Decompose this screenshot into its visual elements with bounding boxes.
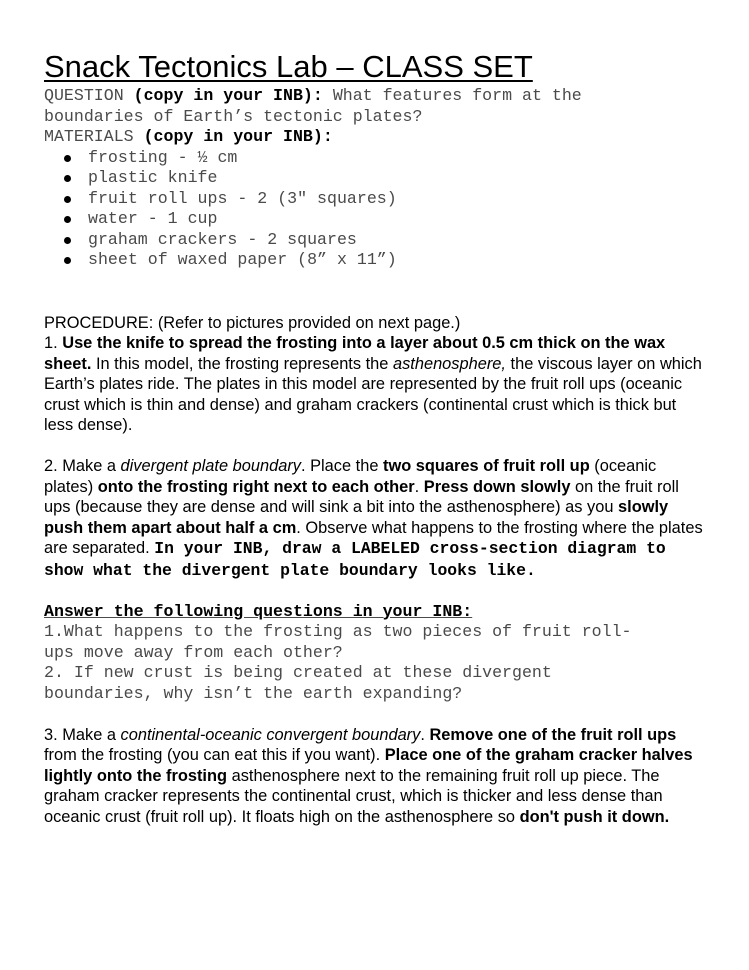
bullet-icon	[64, 155, 71, 162]
question-text-1: What features form at the	[332, 86, 582, 105]
list-item: frosting - ½ cm	[44, 148, 709, 169]
step-3: 3. Make a continental-oceanic convergent boundary. Remove one of the fruit roll ups from the frosting (you can eat this if you want). Place one of the graham cracker halves lightly onto the frosting asthenosphere next to the remaining fruit roll up piece. The graham cracker represents the continental crust, which is thicker and less dense than oceanic crust (fruit roll up). It floats high on the asthenosphere so don't push it down.	[44, 725, 693, 826]
step-1: 1. Use the knife to spread the frosting into a layer about 0.5 cm thick on the wax sheet. In this model, the frosting represents the asthenosphere, the viscous layer on which Earth’s plates ride. The plates in this model are represented by the fruit roll ups (oceanic crust which is thin and dense) and graham crackers (continental crust which is thick but less dense).	[44, 334, 702, 434]
bullet-icon	[64, 196, 71, 203]
answer-heading: Answer the following questions in your INB:	[44, 601, 473, 621]
list-item: graham crackers - 2 squares	[44, 230, 709, 251]
question-line-1	[44, 86, 709, 107]
question-2-line-2: boundaries, why isn’t the earth expanding?	[44, 683, 463, 703]
question-block	[44, 86, 709, 271]
page-title: Snack Tectonics Lab – CLASS SET	[44, 49, 533, 84]
bullet-icon	[64, 216, 71, 223]
question-copy-note: (copy in your INB):	[133, 86, 323, 105]
bullet-icon	[64, 237, 71, 244]
question-2-line-1: 2. If new crust is being created at these divergent	[44, 663, 552, 682]
question-label: QUESTION	[44, 86, 124, 105]
list-item: sheet of waxed paper (8” x 11”)	[44, 250, 709, 271]
materials-label: MATERIALS	[44, 127, 134, 146]
materials-heading	[44, 127, 709, 148]
lab-handout	[44, 50, 709, 827]
materials-list	[44, 148, 709, 271]
list-item: water - 1 cup	[44, 209, 709, 230]
procedure-section	[44, 313, 709, 828]
list-item: plastic knife	[44, 168, 709, 189]
materials-copy-note: (copy in your INB):	[143, 127, 333, 146]
question-1-line-1: 1.What happens to the frosting as two pieces of fruit roll-	[44, 622, 632, 641]
procedure-heading: PROCEDURE: (Refer to pictures provided on next page.)	[44, 313, 461, 332]
answer-questions	[44, 602, 709, 705]
bullet-icon	[64, 175, 71, 182]
step-2: 2. Make a divergent plate boundary. Place the two squares of fruit roll up (oceanic plates) onto the frosting right next to each other. Press down slowly on the fruit roll ups (because they are dense and will sink a bit into the asthenosphere) as you slowly push them apart about half a cm. Observe what happens to the frosting where the plates are separated. In your INB, draw a LABELED cross-section diagram to show what the divergent plate boundary looks like.	[44, 457, 703, 580]
question-1-line-2: ups move away from each other?	[44, 642, 343, 662]
question-text-2: boundaries of Earth’s tectonic plates?	[44, 106, 423, 126]
list-item: fruit roll ups - 2 (3" squares)	[44, 189, 709, 210]
bullet-icon	[64, 257, 71, 264]
